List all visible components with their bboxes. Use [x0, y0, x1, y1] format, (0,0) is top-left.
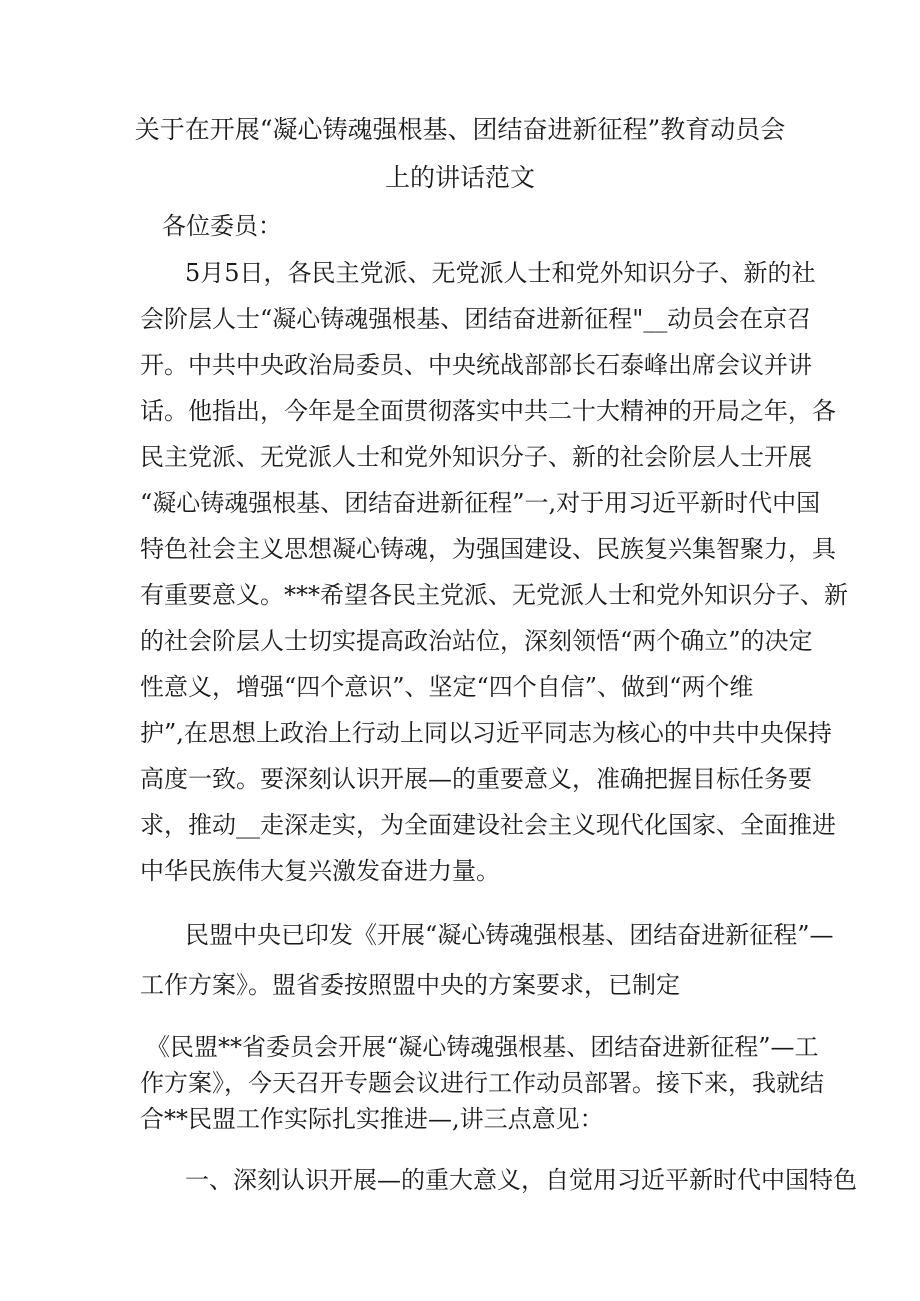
paragraph-2-line: 民盟中央已印发《开展“凝心铸魂强根基、团结奋进新征程”—	[185, 921, 834, 949]
paragraph-2-line: 工作方案》。盟省委按照盟中央的方案要求，已制定	[140, 971, 680, 999]
paragraph-1-line: 中华民族伟大复兴激发奋进力量。	[140, 857, 500, 885]
paragraph-1-line: 有重要意义。***希望各民主党派、无党派人士和党外知识分子、新	[140, 581, 848, 609]
salutation: 各位委员：	[162, 212, 282, 240]
paragraph-1-line: 会阶层人士“凝心铸魂强根基、团结奋进新征程"__动员会在京召	[140, 305, 812, 333]
document-title-line-2: 上的讲话范文	[384, 163, 535, 192]
paragraph-1-line: 求，推动__走深走实，为全面建设社会主义现代化国家、全面推进	[140, 811, 836, 839]
paragraph-1-line: “凝心铸魂强根基、团结奋进新征程”一,对于用习近平新时代中国	[140, 489, 821, 517]
section-1-heading: 一、深刻认识开展—的重大意义，自觉用习近平新时代中国特色	[185, 1166, 857, 1194]
paragraph-1-line: 性意义，增强“四个意识”、坚定“四个自信”、做到“两个维	[140, 673, 754, 701]
paragraph-3-line: 合**民盟工作实际扎实推进—,讲三点意见：	[140, 1105, 604, 1133]
paragraph-1-line: 开。中共中央政治局委员、中央统战部部长石泰峰出席会议并讲	[140, 351, 812, 379]
paragraph-1-line: 5月5日，各民主党派、无党派人士和党外知识分子、新的社	[185, 259, 816, 287]
paragraph-1-line: 高度一致。要深刻认识开展—的重要意义，准确把握目标任务要	[140, 765, 812, 793]
paragraph-3-line: 《民盟**省委员会开展“凝心铸魂强根基、团结奋进新征程”—工	[146, 1033, 819, 1061]
paragraph-1-line: 特色社会主义思想凝心铸魂，为强国建设、民族复兴集智聚力，具	[140, 535, 836, 563]
paragraph-1-line: 的社会阶层人士切实提高政治站位，深刻领悟“两个确立”的决定	[140, 627, 813, 655]
paragraph-1-line: 护”,在思想上政治上行动上同以习近平同志为核心的中共中央保持	[140, 719, 832, 747]
paragraph-1-line: 民主党派、无党派人士和党外知识分子、新的社会阶层人士开展	[140, 443, 812, 471]
paragraph-1-line: 话。他指出，今年是全面贯彻落实中共二十大精神的开局之年，各	[140, 397, 836, 425]
document-title-line-1: 关于在开展“凝心铸魂强根基、团结奋进新征程”教育动员会	[134, 115, 786, 144]
paragraph-3-line: 作方案》，今天召开专题会议进行工作动员部署。接下来，我就结	[140, 1069, 824, 1097]
